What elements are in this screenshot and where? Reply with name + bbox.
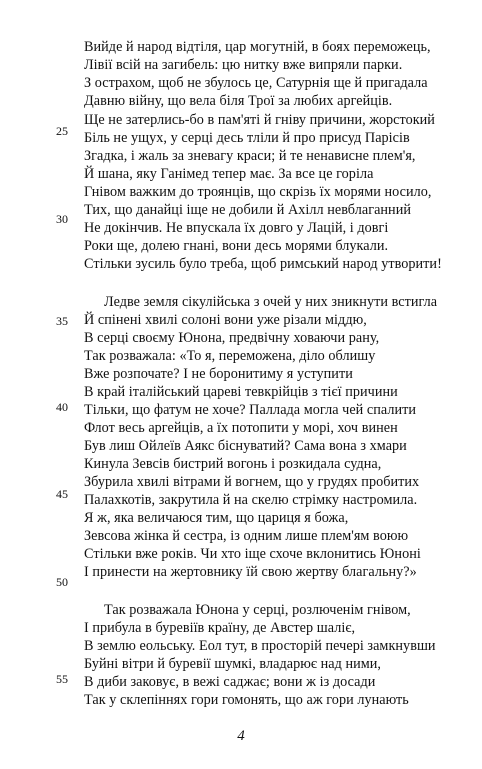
text-line: Кинула Зевсів бистрий вогонь і розкидала судна, [84, 456, 382, 472]
text-line: Так розважала Юнона у серці, розлюченім гнівом, [104, 602, 411, 618]
line-number: 45 [56, 487, 68, 501]
text-line: Я ж, яка величаюся тим, що цариця я божа, [84, 510, 349, 526]
text-line: Флот весь аргейців, а їх потопити у морі, хоч винен [84, 420, 398, 436]
text-line: Так у склепіннях гори гомонять, що аж гори лунають [84, 692, 409, 708]
text-line: Ледве земля сікулійська з очей у них зникнути встигла [104, 294, 438, 310]
text-line: Стільки вже років. Чи хто іще схоче вклонитись Юноні [84, 546, 421, 562]
text-line: Згадка, і жаль за зневагу краси; й те ненависне плем'я, [84, 148, 416, 164]
text-line: Так розважала: «То я, переможена, діло облишу [84, 348, 376, 364]
line-number: 40 [56, 400, 68, 414]
text-line: І прибула в буревіїв країну, де Австер шаліє, [84, 620, 356, 636]
line-number: 30 [56, 212, 68, 226]
page-number: 4 [237, 728, 245, 744]
text-line: Стільки зусиль було треба, щоб римський народ утворити! [84, 256, 442, 272]
text-line: Не докінчив. Не впускала їх довго у Лацій, і довгі [84, 220, 389, 236]
text-line: Тільки, що фатум не хоче? Паллада могла чей спалити [84, 402, 417, 418]
text-line: Біль не ущух, у серці десь тліли й про присуд Парісів [84, 130, 410, 146]
line-number: 25 [56, 124, 68, 138]
text-line: І принести на жертовнику їй свою жертву благальну?» [84, 564, 417, 580]
text-line: Й спінені хвилі солоні вони уже різали міддю, [84, 312, 367, 328]
text-line: Збурила хвилі вітрами й вогнем, що у грудях пробитих [84, 474, 420, 490]
text-line: Тих, що данайці іще не добили й Ахілл невблаганний [84, 202, 411, 218]
line-number: 35 [56, 314, 68, 328]
text-line: Зевсова жінка й сестра, із одним лише плем'ям воюю [84, 528, 409, 544]
text-line: Гнівом важким до троянців, що скрізь їх морями носило, [84, 184, 432, 200]
text-line: В край італійський цареві тевкрійців з тієї причини [84, 384, 398, 400]
text-line: В серці своєму Юнона, предвічну ховаючи рану, [84, 330, 380, 346]
text-line: Вже розпочате? І не боронитиму я уступити [84, 366, 353, 382]
text-line: Давню війну, що вела біля Трої за любих аргейців. [84, 93, 393, 109]
text-line: Ще не затерлись-бо в пам'яті й гніву причини, жорстокий [84, 112, 435, 128]
text-line: З острахом, щоб не збулось це, Сатурнія ще й пригадала [84, 75, 428, 91]
text-line: Буйні вітри й буревії шумкі, владарює над ними, [84, 656, 382, 672]
text-line: Палахкотів, закрутила й на скелю стрімку настромила. [84, 492, 418, 508]
line-number: 55 [56, 672, 68, 686]
text-line: Був лиш Ойлеїв Аякс біснуватий? Сама вона з хмари [84, 438, 407, 454]
line-number: 50 [56, 575, 68, 589]
text-line: Й шана, яку Ганімед тепер має. За все це горіла [84, 166, 374, 182]
text-line: Вийде й народ відтіля, цар могутній, в боях переможець, [84, 39, 431, 55]
text-line: Роки ще, долею гнані, вони десь морями блукали. [84, 238, 389, 254]
text-line: В землю еольську. Еол тут, в просторій печері замкнувши [84, 638, 436, 654]
text-line: Лівії всій на загибель: цю нитку вже випряли парки. [84, 57, 403, 73]
text-line: В диби заковує, в вежі саджає; вони ж із досади [84, 674, 376, 690]
